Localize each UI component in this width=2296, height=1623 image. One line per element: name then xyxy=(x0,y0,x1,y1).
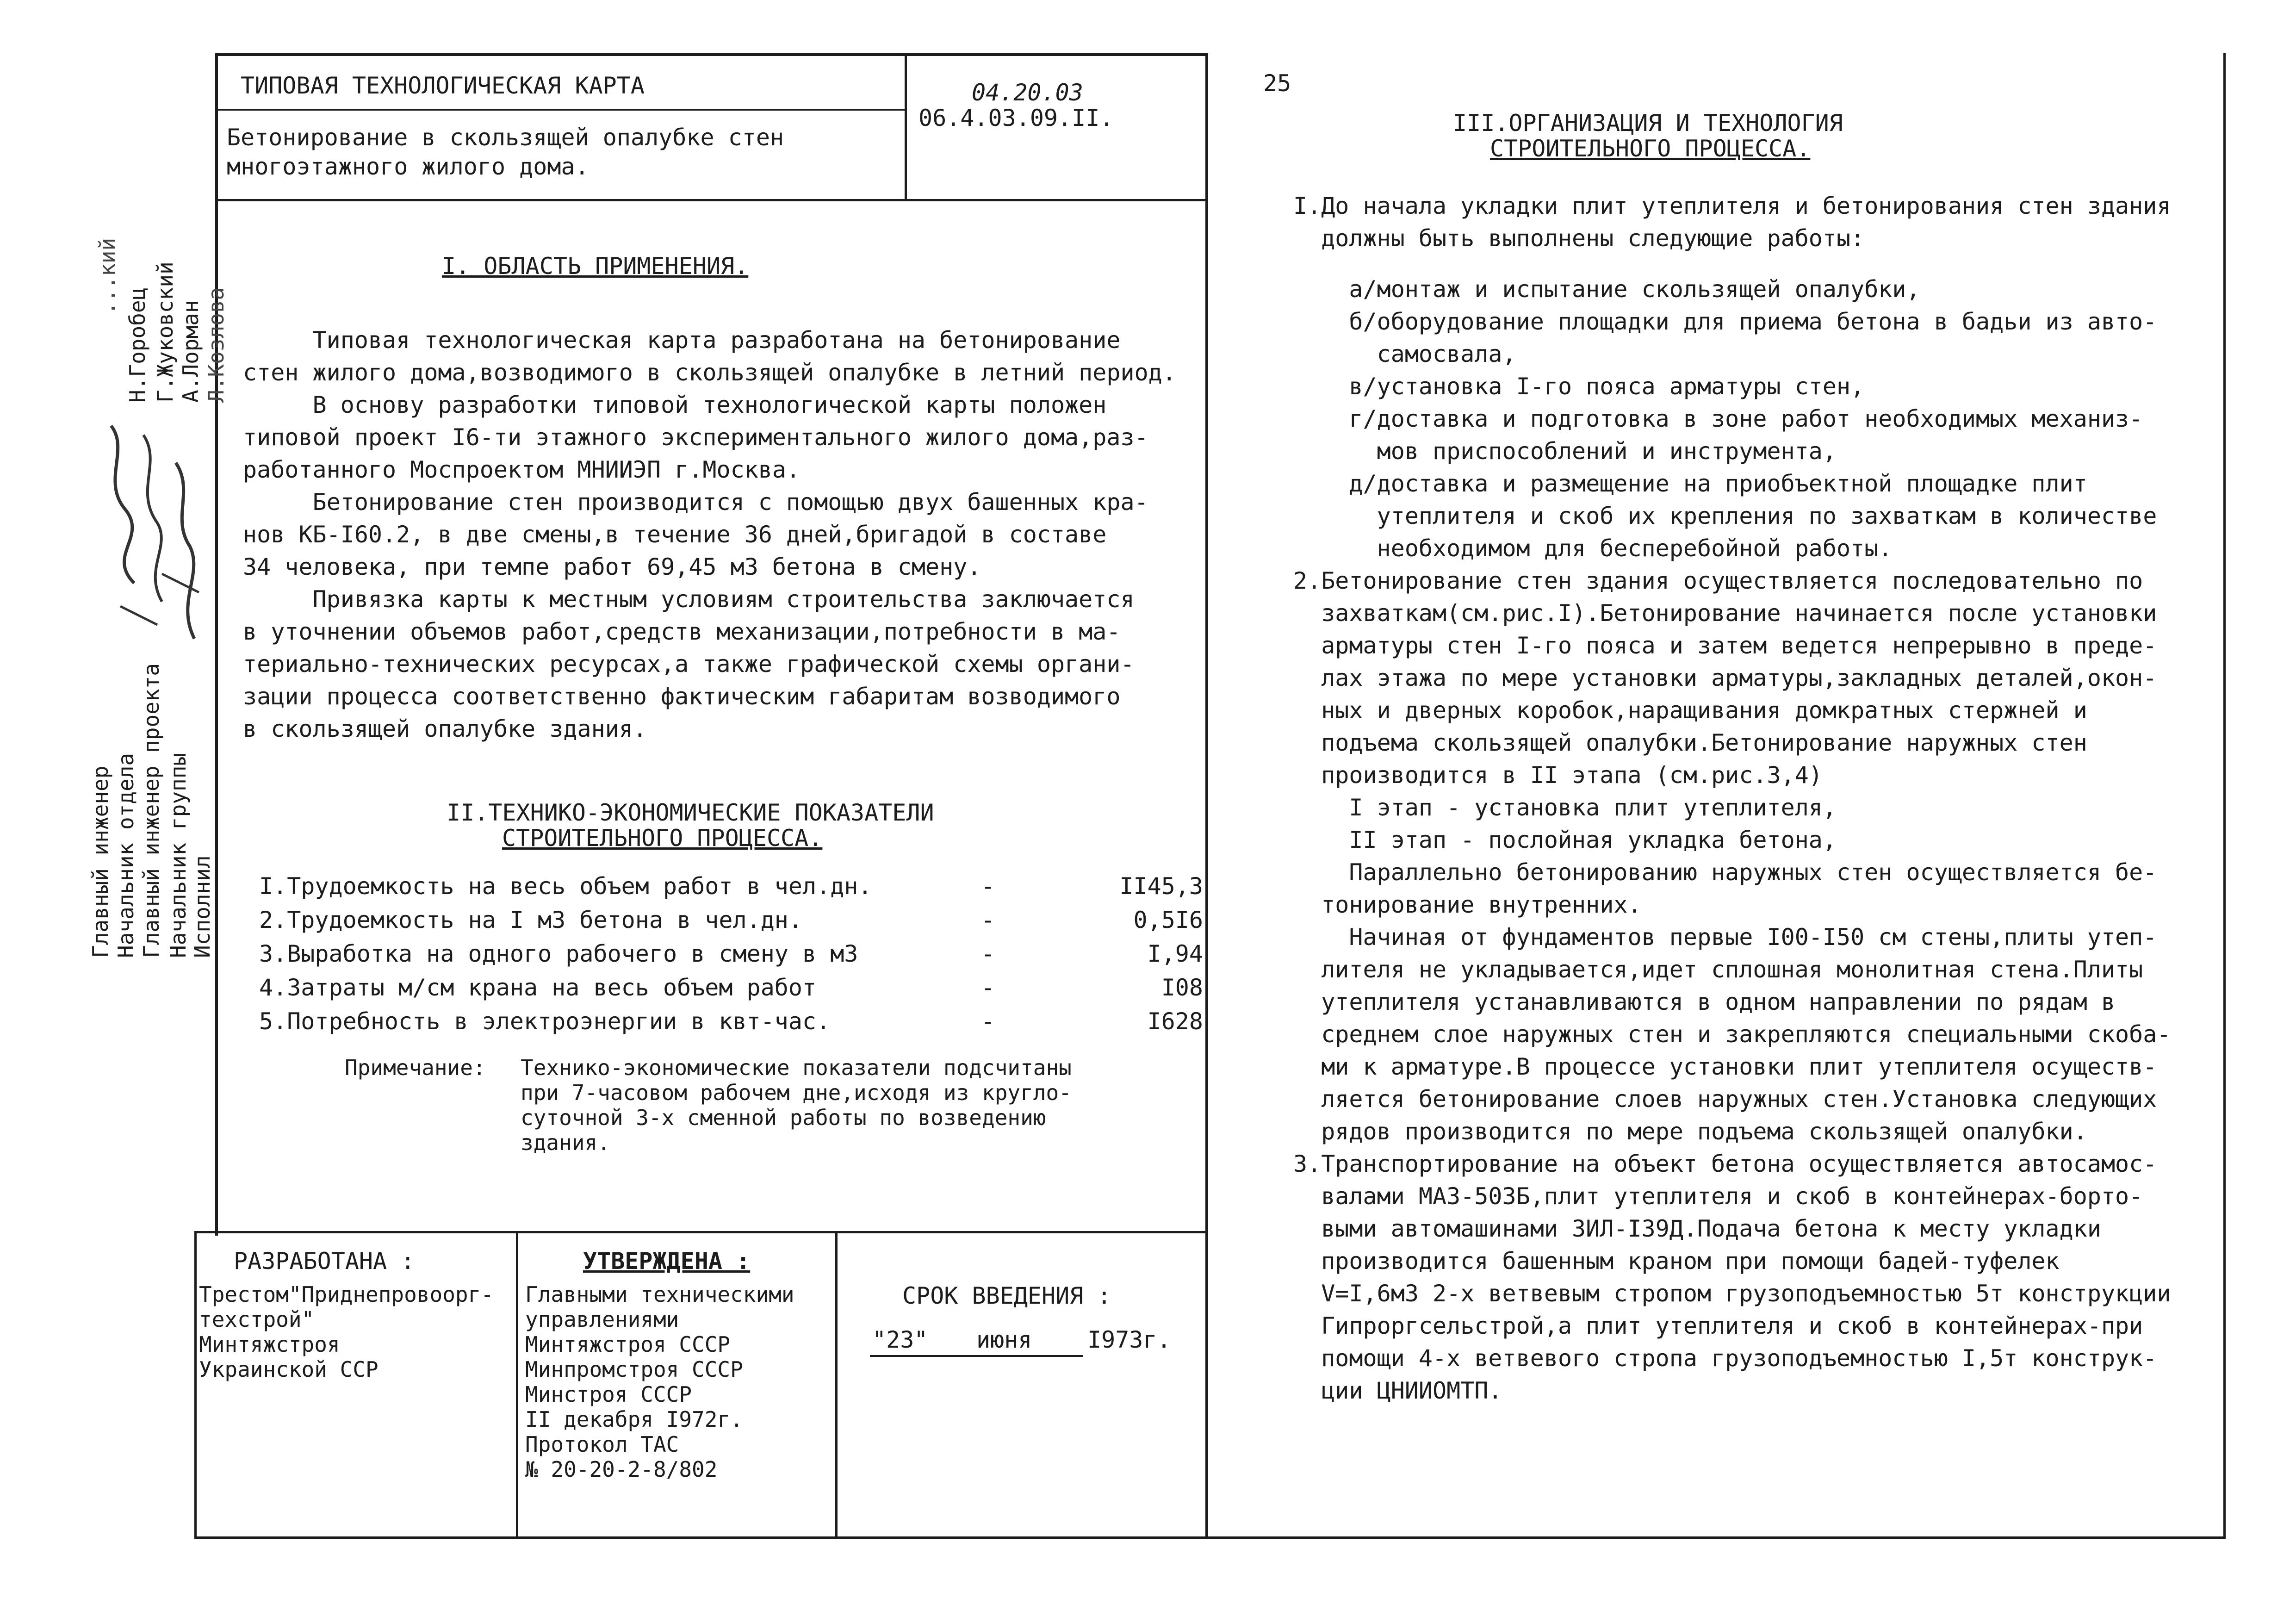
section2-title-line-1: II.ТЕХНИКО-ЭКОНОМИЧЕСКИЕ ПОКАЗАТЕЛИ xyxy=(447,799,934,826)
section3-line: г/доставка и подготовка в зоне работ необходимых механиз- xyxy=(1293,405,2143,432)
indicator-label: 4.Затраты м/см крана на весь объем работ xyxy=(259,974,817,1001)
section1-body xyxy=(243,324,1176,745)
section3-line: 3.Транспортирование на объект бетона осуществляется автосамос- xyxy=(1293,1150,2157,1177)
indicator-row-4 xyxy=(259,971,1203,1004)
section1-line: Типовая технологическая карта разработана на бетонирование xyxy=(243,327,1121,354)
intro-month: июня xyxy=(976,1326,1032,1353)
frame-left-line xyxy=(215,53,218,1236)
section3-line: производится башенным краном при помощи бадей-туфелек xyxy=(1293,1248,2060,1275)
intro-day: "23" xyxy=(872,1326,928,1353)
note-line: здания. xyxy=(521,1130,610,1155)
approved-line: Минтяжстроя СССР xyxy=(525,1332,731,1357)
section3-line: ции ЦНИИОМТП. xyxy=(1293,1377,1502,1404)
section3-line: захваткам(см.рис.I).Бетонирование начинается после установки xyxy=(1293,600,2157,627)
approved-line: II декабря I972г. xyxy=(525,1407,743,1432)
intro-year: I973г. xyxy=(1087,1326,1171,1353)
indicator-row-5 xyxy=(259,1005,1203,1038)
section3-line: утеплителя и скоб их крепления по захваткам в количестве xyxy=(1293,503,2157,529)
indicator-value: I,94 xyxy=(1147,940,1203,967)
section1-line: териально-технических ресурсах,а также графической схемы органи- xyxy=(243,651,1135,678)
document-code-2: 06.4.03.09.II. xyxy=(918,105,1114,131)
section3-line: арматуры стен I-го пояса и затем ведется непрерывно в преде- xyxy=(1293,632,2157,659)
signature-col1-top: ...кий xyxy=(95,237,120,315)
note-line: Технико-экономические показатели подсчитаны xyxy=(521,1055,1072,1080)
section3-body xyxy=(1293,190,2171,1407)
handwritten-signatures xyxy=(93,407,213,685)
section1-line: в уточнении объемов работ,средств механизации,потребности в ма- xyxy=(243,618,1121,645)
section3-title-line-2: СТРОИТЕЛЬНОГО ПРОЦЕССА. xyxy=(1490,135,1811,162)
section3-line: тонирование внутренних. xyxy=(1293,891,1642,918)
section3-line: рядов производится по мере подъема скользящей опалубки. xyxy=(1293,1118,2087,1145)
indicator-value: 0,5I6 xyxy=(1133,907,1203,933)
approved-title: УТВЕРЖДЕНА : xyxy=(583,1248,751,1275)
indicator-label: I.Трудоемкость на весь объем работ в чел.дн. xyxy=(259,873,872,900)
section1-line: Бетонирование стен производится с помощью двух башенных кра- xyxy=(243,489,1148,516)
frame-middle-line xyxy=(1205,53,1208,1539)
section3-line: Параллельно бетонированию наружных стен осуществляется бе- xyxy=(1293,859,2157,886)
section1-line: стен жилого дома,возводимого в скользящей опалубке в летний период. xyxy=(243,359,1176,386)
intro-title: СРОК ВВЕДЕНИЯ : xyxy=(902,1282,1111,1309)
developed-line: Украинской ССР xyxy=(199,1357,379,1382)
section3-line: лах этажа по мере установки арматуры,закладных деталей,окон- xyxy=(1293,665,2157,691)
section1-line: В основу разработки типовой технологической карты положен xyxy=(243,392,1107,418)
section1-line: в скользящей опалубке здания. xyxy=(243,715,647,742)
document-code-1: 04.20.03 xyxy=(972,79,1083,106)
section3-line: II этап - послойная укладка бетона, xyxy=(1293,827,1837,853)
signature-col3-role: Исполнил xyxy=(190,855,215,958)
signature-col3-name2: Л.Козлова xyxy=(204,287,229,403)
note-line: суточной 3-х сменной работы по возведению xyxy=(521,1105,1046,1130)
section3-line: производится в II этапа (см.рис.3,4) xyxy=(1293,762,1823,789)
section1-line: Привязка карты к местным условиям строительства заключается xyxy=(243,586,1135,613)
indicator-dash: - xyxy=(981,1008,995,1035)
indicator-value: II45,3 xyxy=(1119,873,1203,900)
section1-title: I. ОБЛАСТЬ ПРИМЕНЕНИЯ. xyxy=(442,253,749,280)
section3-line: утеплителя устанавливаются в одном направлении по рядам в xyxy=(1293,989,2116,1015)
indicator-dash: - xyxy=(981,974,995,1001)
section1-line: нов КБ-I60.2, в две смены,в течение 36 дней,бригадой в составе xyxy=(243,521,1107,548)
section3-line: выми автомашинами ЗИЛ-I39Д.Подача бетона к месту укладки xyxy=(1293,1215,2101,1242)
subject-line-2: многоэтажного жилого дома. xyxy=(227,153,589,180)
section1-line: зации процесса соответственно фактическим габаритам возводимого xyxy=(243,683,1121,710)
section3-line: помощи 4-х ветвевого стропа грузоподъемностью I,5т конструк- xyxy=(1293,1345,2157,1372)
section3-line: должны быть выполнены следующие работы: xyxy=(1293,225,1865,252)
frame-top-line xyxy=(215,53,1208,56)
indicator-dash: - xyxy=(981,873,995,900)
frame-bottom-line xyxy=(194,1536,2226,1539)
section3-line: ляется бетонирование слоев наружных стен.Установка следующих xyxy=(1293,1086,2157,1113)
frame-title-divider xyxy=(905,53,907,201)
section3-line: самосвала, xyxy=(1293,341,1516,367)
section3-line: V=I,6м3 2-х ветвевым стропом грузоподъемностью 5т конструкции xyxy=(1293,1280,2171,1307)
section3-line: лителя не укладывается,идет сплошная монолитная стена.Плиты xyxy=(1293,956,2143,983)
indicator-row-2 xyxy=(259,904,1203,936)
section3-line: в/установка I-го пояса арматуры стен, xyxy=(1293,373,1865,400)
note-body xyxy=(521,1055,1072,1155)
section3-line: а/монтаж и испытание скользящей опалубки, xyxy=(1293,276,1920,303)
section3-line: среднем слое наружных стен и закрепляются специальными скоба- xyxy=(1293,1021,2171,1048)
indicator-value: I628 xyxy=(1147,1008,1203,1035)
subject-line-1: Бетонирование в скользящей опалубке стен xyxy=(227,124,784,151)
frame-approval-top xyxy=(194,1231,1208,1233)
indicator-label: 2.Трудоемкость на I м3 бетона в чел.дн. xyxy=(259,907,802,933)
indicator-label: 5.Потребность в электроэнергии в квт-час. xyxy=(259,1008,831,1035)
section3-line: д/доставка и размещение на приобъектной площадке плит xyxy=(1293,470,2087,497)
frame-approval-div-1 xyxy=(516,1231,518,1539)
section3-line xyxy=(1293,255,2171,273)
section3-line: I этап - установка плит утеплителя, xyxy=(1293,794,1837,821)
signature-col1-line2: Начальник отдела xyxy=(113,752,138,958)
indicator-label: 3.Выработка на одного рабочего в смену в м3 xyxy=(259,940,858,967)
section3-line: б/оборудование площадки для приема бетона в бадьи из авто- xyxy=(1293,308,2157,335)
signature-col2-role2: Начальник группы xyxy=(166,752,191,958)
developed-line: Трестом"Приднепровоорг- xyxy=(199,1282,494,1307)
frame-title-hline-1 xyxy=(215,109,907,111)
section3-line: ных и дверных коробок,наращивания домкратных стержней и xyxy=(1293,697,2087,724)
approved-body xyxy=(525,1282,794,1482)
developed-line: Минтяжстроя xyxy=(199,1332,340,1357)
approved-line: управлениями xyxy=(525,1307,679,1332)
intro-date-underline xyxy=(870,1355,1083,1357)
indicator-row-3 xyxy=(259,938,1203,970)
section3-line: I.До начала укладки плит утеплителя и бетонирования стен здания xyxy=(1293,193,2171,219)
indicator-dash: - xyxy=(981,940,995,967)
frame-right-line xyxy=(2223,53,2226,1539)
developed-body xyxy=(199,1282,494,1382)
section2-title-line-2: СТРОИТЕЛЬНОГО ПРОЦЕССА. xyxy=(502,825,823,852)
approved-line: № 20-20-2-8/802 xyxy=(525,1457,718,1482)
section3-line: Гипроргсельстрой,а плит утеплителя и скоб в контейнерах-при xyxy=(1293,1312,2143,1339)
developed-title: РАЗРАБОТАНА : xyxy=(234,1248,415,1275)
signature-col1-line1: Главный инженер xyxy=(88,765,113,958)
indicator-dash: - xyxy=(981,907,995,933)
section3-line: ми к арматуре.В процессе установки плит утеплителя осуществ- xyxy=(1293,1053,2157,1080)
approved-line: Главными техническими xyxy=(525,1282,794,1307)
signature-col3-name1: А.Лорман xyxy=(178,300,203,403)
signature-col2-name1: Н.Горобец xyxy=(125,287,150,403)
developed-line: техстрой" xyxy=(199,1307,315,1332)
page-number: 25 xyxy=(1263,70,1291,97)
indicator-value: I08 xyxy=(1161,974,1203,1001)
section3-line: 2.Бетонирование стен здания осуществляется последовательно по xyxy=(1293,567,2143,594)
signature-col2-name2: Г.Жуковский xyxy=(153,261,178,403)
indicator-row-1 xyxy=(259,870,1203,902)
section1-line: типовой проект I6-ти этажного экспериментального жилого дома,раз- xyxy=(243,424,1148,451)
section3-line: мов приспособлений и инструмента, xyxy=(1293,438,1837,465)
signature-col2-role1: Главный инженер проекта xyxy=(139,663,164,958)
approved-line: Минстроя СССР xyxy=(525,1382,692,1407)
card-title: ТИПОВАЯ ТЕХНОЛОГИЧЕСКАЯ КАРТА xyxy=(241,72,645,99)
section3-title-line-1: III.ОРГАНИЗАЦИЯ И ТЕХНОЛОГИЯ xyxy=(1453,110,1843,137)
frame-title-bottom xyxy=(215,199,1208,201)
section1-line: 34 человека, при темпе работ 69,45 м3 бетона в смену. xyxy=(243,553,981,580)
frame-approval-left xyxy=(194,1231,197,1539)
section3-line: валами МАЗ-503Б,плит утеплителя и скоб в контейнерах-борто- xyxy=(1293,1183,2143,1210)
section3-line: подъема скользящей опалубки.Бетонирование наружных стен xyxy=(1293,729,2087,756)
section3-line: Начиная от фундаментов первые I00-I50 см стены,плиты утеп- xyxy=(1293,924,2157,951)
section1-line: работанного Моспроектом МНИИЭП г.Москва. xyxy=(243,456,800,483)
frame-approval-div-2 xyxy=(835,1231,838,1539)
note-label: Примечание: xyxy=(345,1055,486,1080)
note-line: при 7-часовом рабочем дне,исходя из кругло- xyxy=(521,1080,1072,1105)
approved-line: Протокол ТАС xyxy=(525,1432,679,1457)
approved-line: Минпромстроя СССР xyxy=(525,1357,743,1382)
section3-line: необходимом для бесперебойной работы. xyxy=(1293,535,1893,562)
